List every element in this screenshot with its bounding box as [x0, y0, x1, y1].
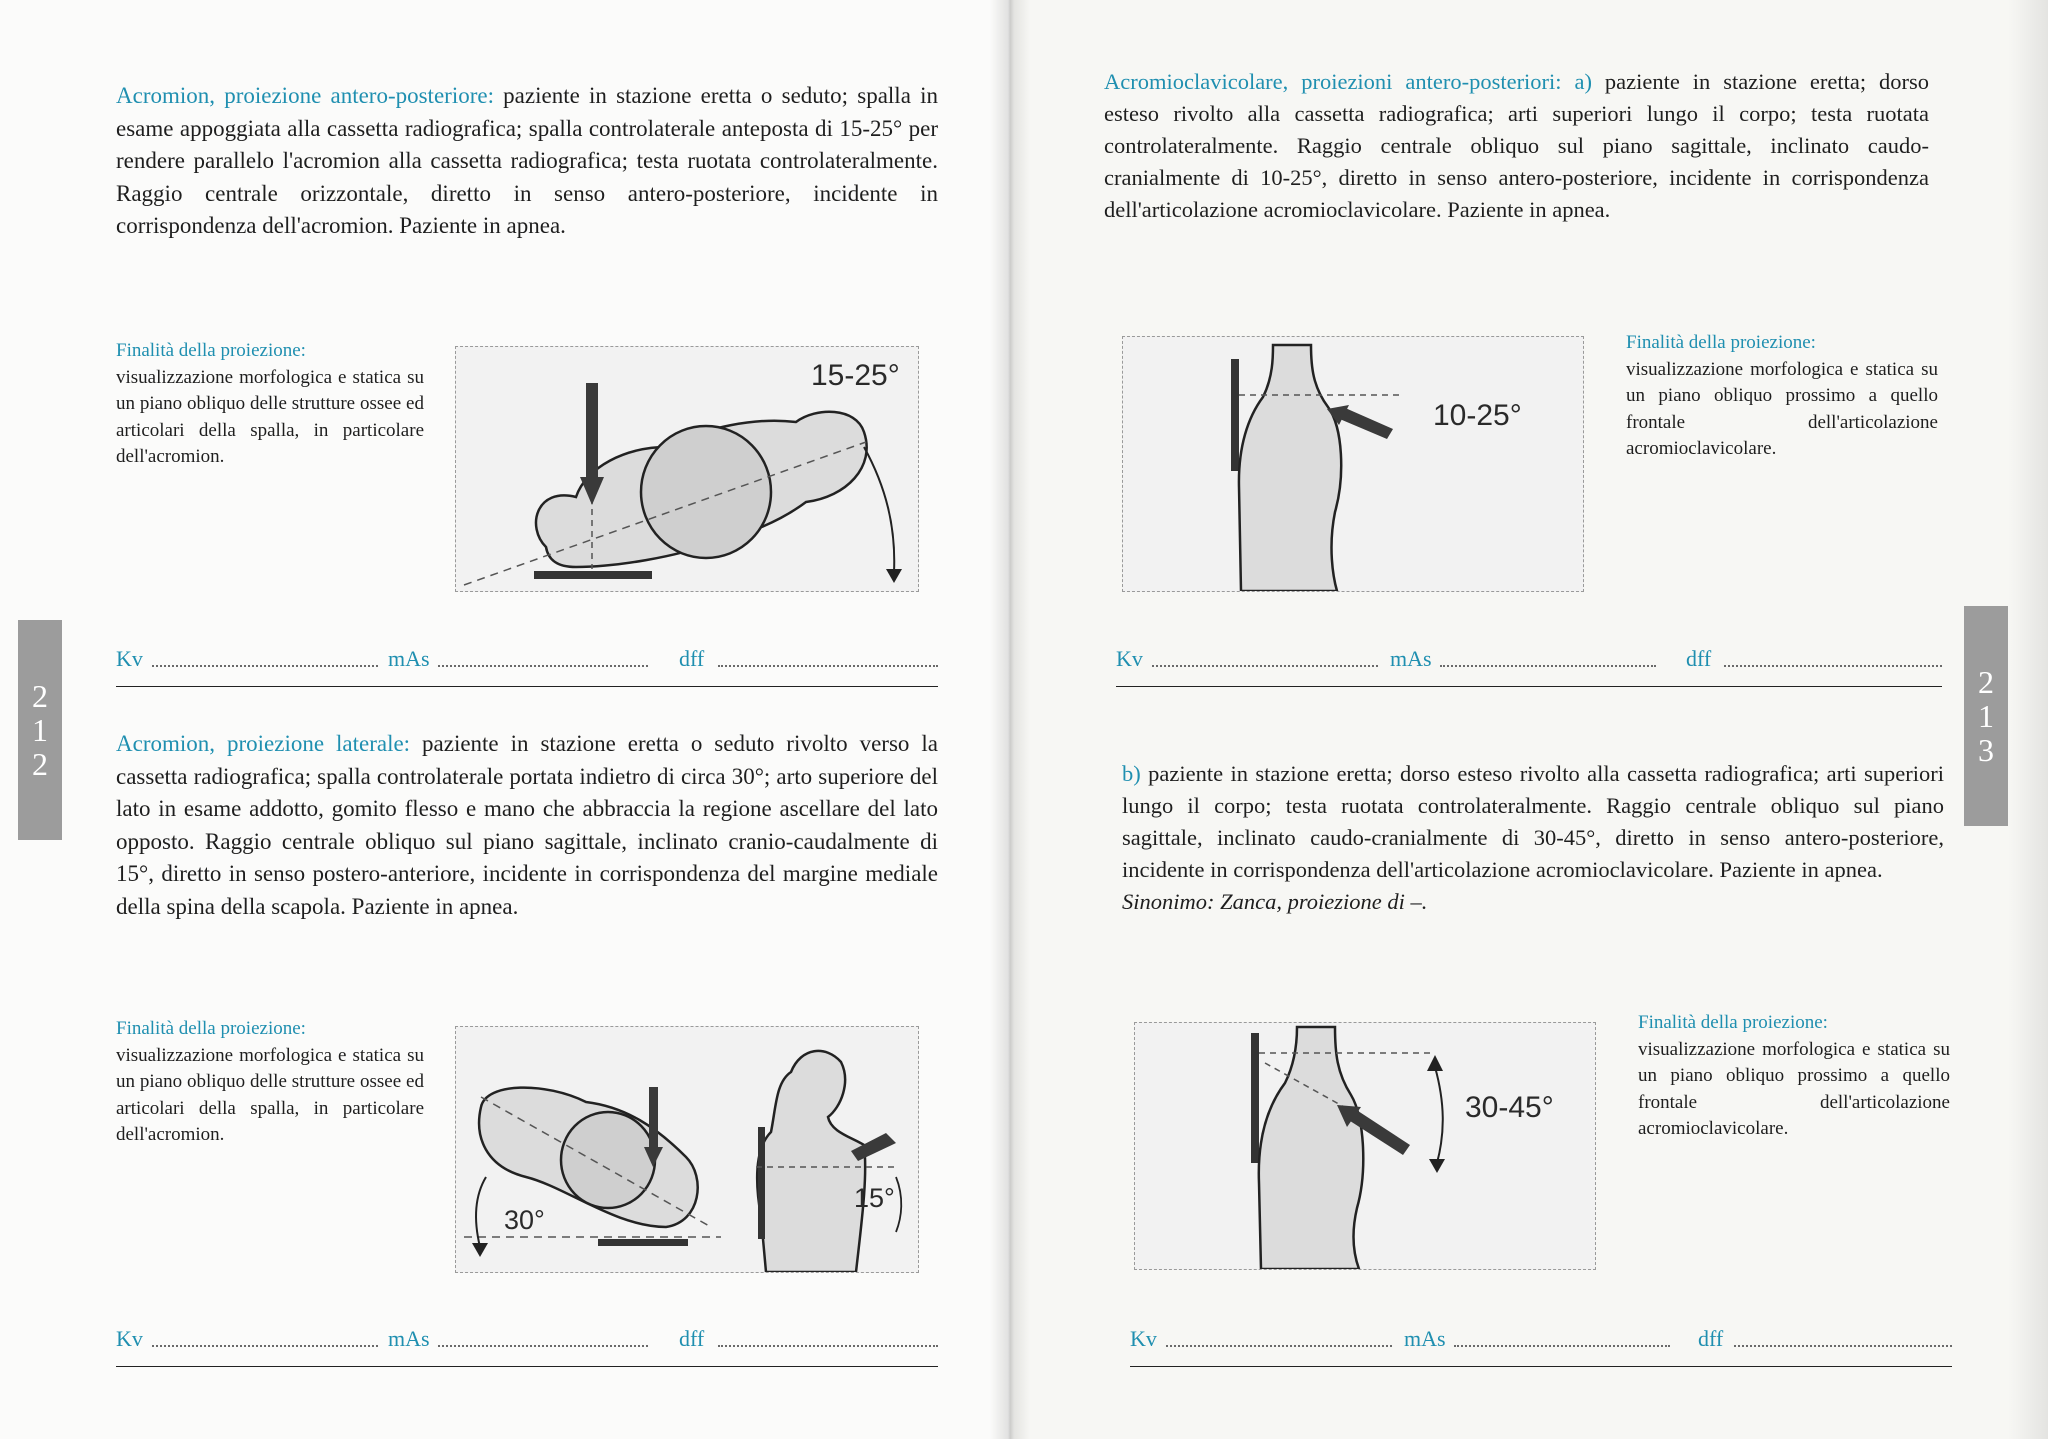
dff-label: dff	[1686, 646, 1712, 671]
page-number-digit: 1	[32, 712, 48, 748]
figure-acromioclavicular-a-drawing	[1123, 337, 1583, 591]
mas-field[interactable]	[1440, 665, 1656, 667]
central-ray-shaft	[586, 383, 598, 483]
angle-label: 10-25°	[1433, 399, 1522, 432]
kv-field[interactable]	[152, 1345, 378, 1347]
film-plate	[1251, 1033, 1259, 1163]
shoulder-ring	[561, 1112, 655, 1208]
mas-label: mAs	[388, 1326, 430, 1351]
figure-acromioclavicular-b	[1134, 1022, 1596, 1270]
kv-label: Kv	[1116, 646, 1143, 671]
kv-field[interactable]	[1152, 665, 1378, 667]
angle-arc	[1435, 1067, 1443, 1163]
angle-arc-arrowhead-bottom	[1429, 1159, 1445, 1173]
purpose-acromioclavicular-a	[1626, 330, 1938, 463]
dff-label: dff	[1698, 1326, 1724, 1351]
section-marker: b)	[1122, 761, 1141, 786]
section-body: paziente in stazione eretta; dorso esteso rivolto alla cassetta radiografica; arti superiori lungo il corpo; testa ruotata controlateralmente. Raggio centrale obliquo sul piano sagittale, inclinato caudo-cranialmente di 10-25°, diretto in senso antero-posteriore, incidente in corrispondenza dell'articolazione acromioclavicolare. Paziente in apnea.	[1104, 69, 1930, 222]
shoulder-ring	[641, 426, 771, 558]
angle-arc-arrowhead	[886, 569, 902, 583]
section-body: paziente in stazione eretta; dorso esteso rivolto alla cassetta radiografica; arti superiori lungo il corpo; testa ruotata controlateralmente. Raggio centrale obliquo sul piano sagittale, inclinato caudo-cranialmente di 30-45°, diretto in senso antero-posteriore, incidente in corrispondenza dell'articolazione acromioclavicolare. Paziente in apnea.	[1122, 761, 1944, 882]
angle-arc-arrowhead	[472, 1243, 488, 1257]
angle-label: 30-45°	[1465, 1091, 1554, 1124]
section-paragraph	[1122, 758, 1944, 918]
angle-label-15: 15°	[854, 1183, 895, 1213]
section-lead: Acromioclavicolare, proiezioni antero-posteriori:	[1104, 69, 1562, 94]
kv-label: Kv	[116, 646, 143, 671]
mas-field[interactable]	[1454, 1345, 1670, 1347]
purpose-title: Finalità della proiezione:	[116, 1018, 306, 1039]
film-plate	[1231, 359, 1239, 471]
dff-label: dff	[679, 1326, 705, 1351]
page-number-tab-right	[1964, 606, 2008, 826]
section-body: paziente in stazione eretta o seduto rivolto verso la cassetta radiografica; spalla controlaterale portata indietro di circa 30°; arto superiore del lato in esame addotto, gomito flesso e mano che abbraccia la regione ascellare del lato opposto. Raggio centrale obliquo sul piano sagittale, inclinato cranio-caudalmente di 15°, diretto in senso postero-anteriore, incidente in corrispondenza del margine mediale della spina della scapola. Paziente in apnea.	[116, 731, 938, 919]
section-acromioclavicular-b	[1122, 758, 1944, 918]
section-lead: Acromion, proiezione laterale:	[116, 731, 411, 756]
central-ray-shaft	[649, 1087, 658, 1152]
section-acromioclavicular-a	[1104, 66, 1929, 226]
dff-field[interactable]	[1734, 1345, 1952, 1347]
section-acromion-lateral	[116, 728, 938, 923]
exposure-params-row	[116, 1326, 938, 1367]
purpose-title: Finalità della proiezione:	[116, 340, 306, 361]
purpose-title: Finalità della proiezione:	[1626, 332, 1816, 353]
purpose-text: visualizzazione morfologica e statica su un piano obliquo delle strutture ossee ed articolari della spalla, in particolare dell'acromion.	[116, 1044, 424, 1145]
section-paragraph	[116, 728, 938, 923]
section-paragraph	[116, 80, 938, 243]
exposure-params-row	[116, 646, 938, 687]
mas-field[interactable]	[438, 1345, 648, 1347]
exposure-params-row	[1130, 1326, 1952, 1367]
purpose-text: visualizzazione morfologica e statica su un piano obliquo prossimo a quello frontale dell'articolazione acromioclavicolare.	[1638, 1038, 1950, 1139]
mas-label: mAs	[1390, 646, 1432, 671]
page-number-digit: 2	[1978, 664, 1994, 700]
purpose-acromion-ap	[116, 338, 424, 471]
film-plate	[598, 1239, 688, 1246]
side-angle-arc	[896, 1177, 901, 1232]
page-edge-shade	[2008, 0, 2048, 1439]
page-number-tab-left	[18, 620, 62, 840]
page-number-digit: 1	[1978, 698, 1994, 734]
patient-side-outline	[757, 1051, 865, 1272]
angle-arc-arrowhead-top	[1427, 1055, 1443, 1071]
figure-acromioclavicular-a	[1122, 336, 1584, 592]
angle-arc	[864, 447, 894, 572]
dff-label: dff	[679, 646, 705, 671]
kv-field[interactable]	[152, 665, 378, 667]
dff-field[interactable]	[718, 1345, 938, 1347]
patient-back-outline	[1239, 345, 1341, 591]
purpose-text: visualizzazione morfologica e statica su un piano obliquo delle strutture ossee ed articolari della spalla, in particolare dell'acromion.	[116, 366, 424, 467]
figure-acromion-lateral	[455, 1026, 919, 1273]
mas-label: mAs	[388, 646, 430, 671]
mas-label: mAs	[1404, 1326, 1446, 1351]
film-plate-side	[758, 1127, 765, 1239]
section-acromion-ap	[116, 80, 938, 243]
purpose-text: visualizzazione morfologica e statica su un piano obliquo prossimo a quello frontale dell'articolazione acromioclavicolare.	[1626, 358, 1938, 459]
kv-field[interactable]	[1166, 1345, 1392, 1347]
page-number-digit: 3	[1978, 732, 1994, 768]
figure-acromioclavicular-b-drawing	[1135, 1023, 1595, 1269]
angle-label: 15-25°	[811, 359, 900, 392]
exposure-params-row	[1116, 646, 1942, 687]
angle-label-30: 30°	[504, 1205, 545, 1235]
mas-field[interactable]	[438, 665, 648, 667]
dff-field[interactable]	[718, 665, 938, 667]
figure-acromion-ap	[455, 346, 919, 592]
film-plate	[534, 571, 652, 579]
kv-label: Kv	[116, 1326, 143, 1351]
patient-back-outline	[1259, 1027, 1363, 1269]
purpose-title: Finalità della proiezione:	[1638, 1012, 1828, 1033]
kv-label: Kv	[1130, 1326, 1157, 1351]
section-marker: a)	[1574, 69, 1592, 94]
section-body: paziente in stazione eretta o seduto; spalla in esame appoggiata alla cassetta radiografica; spalla controlaterale anteposta di 15-25° per rendere parallelo l'acromion alla cassetta radiografica; testa ruotata controlateralmente. Raggio centrale orizzontale, diretto in senso antero-posteriore, incidente in corrispondenza dell'acromion. Paziente in apnea.	[116, 83, 938, 238]
book-gutter	[990, 0, 1030, 1439]
page-number-digit: 2	[32, 678, 48, 714]
page-number-digit: 2	[32, 746, 48, 782]
section-lead: Acromion, proiezione antero-posteriore:	[116, 83, 494, 108]
purpose-acromioclavicular-b	[1638, 1010, 1950, 1143]
section-paragraph	[1104, 66, 1929, 226]
purpose-acromion-lateral	[116, 1016, 424, 1149]
dff-field[interactable]	[1724, 665, 1942, 667]
synonym-note: Sinonimo: Zanca, proiezione di –.	[1122, 889, 1428, 914]
